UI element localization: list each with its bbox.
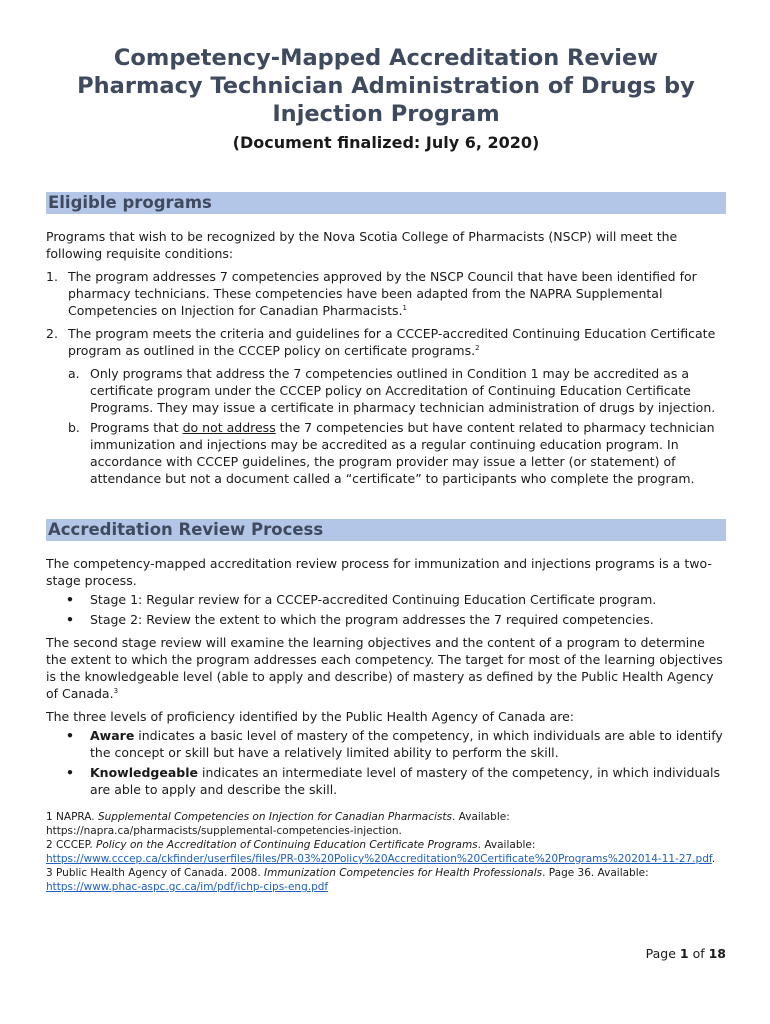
sub-item-underlined: do not address bbox=[182, 420, 276, 435]
title-block bbox=[46, 44, 726, 154]
review-paragraph-3: The three levels of proficiency identified by the Public Health Agency of Canada are: bbox=[46, 709, 574, 724]
document-title-line3: Injection Program bbox=[272, 101, 500, 127]
page-number bbox=[646, 946, 726, 961]
stage-item-2 bbox=[46, 611, 726, 628]
condition-number: 1. bbox=[46, 269, 58, 284]
footnote-number: 1 bbox=[46, 811, 53, 823]
footnote-title: Immunization Competencies for Health Professionals bbox=[264, 867, 543, 879]
document-title-line2: Pharmacy Technician Administration of Drugs by bbox=[77, 73, 695, 99]
page-of: of bbox=[688, 946, 709, 961]
sub-item-text-pre: Programs that bbox=[90, 420, 183, 435]
section-heading-eligible: Eligible programs bbox=[46, 192, 726, 214]
sub-item-text-post: the 7 competencies but have content related to pharmacy technician immunization and injections may be accredited as a regular continuing education program. In accordance with CCCEP guidelines, the program provider may issue a letter (or statement) of attendance but not a document called a “certificate” to participants who complete the program. bbox=[90, 420, 715, 486]
footnote-link[interactable]: https://www.phac-aspc.gc.ca/im/pdf/ichp-cips-eng.pdf bbox=[46, 881, 329, 893]
sub-item-a bbox=[68, 365, 726, 416]
footnote-number: 3 bbox=[46, 867, 53, 879]
document-subtitle: (Document finalized: July 6, 2020) bbox=[232, 133, 540, 152]
footnote-1 bbox=[46, 810, 726, 838]
footnote-number: 2 bbox=[46, 839, 53, 851]
review-paragraph-2 bbox=[46, 634, 726, 702]
footnote-2 bbox=[46, 838, 726, 866]
condition-number: 2. bbox=[46, 326, 58, 341]
bullet-icon: • bbox=[66, 728, 74, 743]
footnote-text: NAPRA. bbox=[52, 811, 98, 823]
condition-sublist bbox=[68, 365, 726, 487]
proficiency-desc: indicates a basic level of mastery of the competency, in which individuals are able to identify the concept or skill but have a relatively limited ability to perform the skill. bbox=[90, 728, 723, 760]
footnote-text: . Available: https://napra.ca/pharmacists/supplemental-competencies-injection. bbox=[46, 811, 510, 837]
footnote-ref[interactable]: 3 bbox=[113, 686, 119, 695]
proficiency-desc: indicates an intermediate level of mastery of the competency, in which individuals are able to apply and describe the skill. bbox=[90, 765, 721, 797]
footnotes bbox=[46, 810, 726, 894]
sub-item-label: b. bbox=[68, 420, 80, 435]
sub-item-label: a. bbox=[68, 366, 80, 381]
proficiency-knowledgeable bbox=[46, 764, 726, 798]
document-page bbox=[46, 44, 726, 894]
proficiency-term: Aware bbox=[90, 728, 135, 743]
footnote-text: . Available: bbox=[477, 839, 536, 851]
bullet-icon: • bbox=[66, 592, 74, 607]
page-word: Page bbox=[645, 946, 680, 961]
document-title-line1: Competency-Mapped Accreditation Review bbox=[113, 45, 659, 71]
sub-item-b bbox=[68, 419, 726, 487]
paragraph-text: The second stage review will examine the learning objectives and the content of a program to determine the extent to which the program addresses each competency. The target for most of the learning objectives is the knowledgeable level (able to apply and describe) of mastery as defined by the Public Health Agency of Canada. bbox=[46, 635, 723, 701]
condition-item-2 bbox=[46, 325, 726, 487]
eligible-intro: Programs that wish to be recognized by the Nova Scotia College of Pharmacists (NSCP) will meet the following requisite conditions: bbox=[46, 229, 678, 261]
condition-text: The program meets the criteria and guidelines for a CCCEP-accredited Continuing Education Certificate program as outlined in the CCCEP policy on certificate programs. bbox=[68, 326, 716, 358]
page-total: 18 bbox=[708, 946, 726, 961]
footnote-text: Public Health Agency of Canada. 2008. bbox=[52, 867, 265, 879]
footnote-title: Supplemental Competencies on Injection for Canadian Pharmacists bbox=[97, 811, 452, 823]
proficiency-aware bbox=[46, 727, 726, 761]
proficiency-term: Knowledgeable bbox=[90, 765, 199, 780]
footnote-text: CCCEP. bbox=[52, 839, 97, 851]
conditions-list bbox=[46, 268, 726, 487]
review-intro: The competency-mapped accreditation review process for immunization and injections programs is a two-stage process. bbox=[46, 556, 712, 588]
footnote-ref[interactable]: 2 bbox=[475, 343, 480, 352]
condition-text: The program addresses 7 competencies approved by the NSCP Council that have been identified for pharmacy technicians. These competencies have been adapted from the NAPRA Supplemental Competencies on Injection for Canadian Pharmacists. bbox=[68, 269, 697, 318]
sub-item-text: Only programs that address the 7 competencies outlined in Condition 1 may be accredited as a certificate program under the CCCEP policy on Accreditation of Continuing Education Certificate Programs. They may issue a certificate in pharmacy technician administration of drugs by injection. bbox=[90, 366, 716, 415]
footnote-text: . bbox=[711, 853, 716, 865]
footnote-title: Policy on the Accreditation of Continuing Education Certificate Programs bbox=[96, 839, 478, 851]
stage-item-1 bbox=[46, 591, 726, 608]
stage-text: Stage 2: Review the extent to which the program addresses the 7 required competencies. bbox=[90, 612, 654, 627]
bullet-icon: • bbox=[66, 612, 74, 627]
stage-text: Stage 1: Regular review for a CCCEP-accredited Continuing Education Certificate program. bbox=[90, 592, 657, 607]
footnote-link[interactable]: https://www.cccep.ca/ckfinder/userfiles/files/PR-03%20Policy%20Accreditation%20Certificate%20Programs%202014-11-27.pdf bbox=[46, 853, 712, 865]
proficiency-list bbox=[46, 727, 726, 798]
bullet-icon: • bbox=[66, 765, 74, 780]
stages-list bbox=[46, 591, 726, 628]
footnote-text: . Page 36. Available: bbox=[542, 867, 649, 879]
section-heading-review: Accreditation Review Process bbox=[46, 519, 726, 541]
condition-item-1 bbox=[46, 268, 726, 319]
page-current: 1 bbox=[679, 946, 689, 961]
footnote-3 bbox=[46, 866, 726, 894]
footnote-ref[interactable]: 1 bbox=[402, 303, 408, 312]
